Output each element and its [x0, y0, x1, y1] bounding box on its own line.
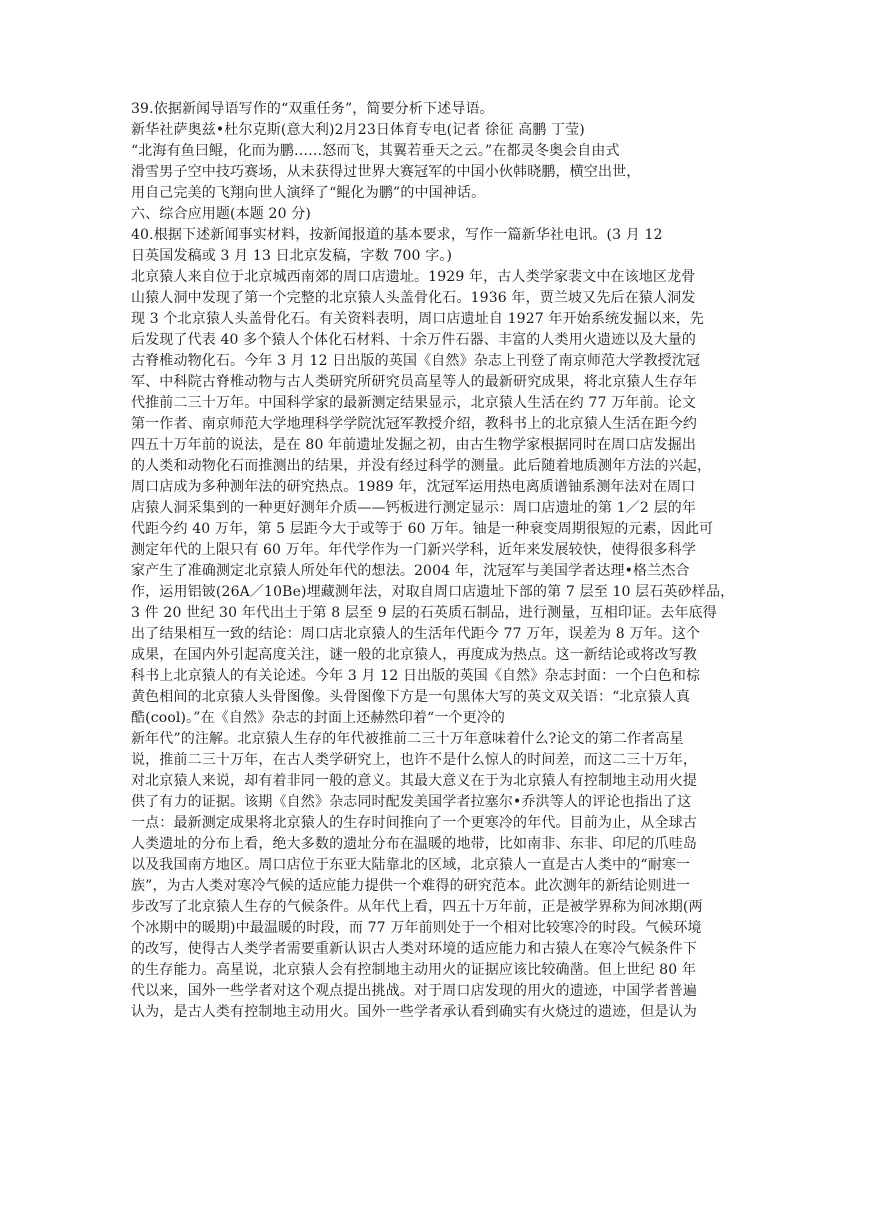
material-line: 的改写，使得古人类学者需要重新认识古人类对环境的适应能力和古猿人在寒冷气候条件下 [131, 941, 697, 957]
material-line: 认为，是古人类有控制地主动用火。国外一些学者承认看到确实有火烧过的遗迹，但是认为 [131, 1004, 697, 1020]
q40-prompt-line: 40.根据下述新闻事实材料，按新闻报道的基本要求，写作一篇新华社电讯。(3 月 12 [131, 227, 663, 243]
material-line: 科书上北京猿人的有关论述。今年 3 月 12 日出版的英国《自然》杂志封面：一个白色和棕 [131, 668, 701, 684]
material-line: 黄色相间的北京猿人头骨图像。头骨图像下方是一句黑体大写的英文双关语：“北京猿人真 [131, 689, 691, 705]
material-line: 军、中科院古脊椎动物与古人类研究所研究员高星等人的最新研究成果，将北京猿人生存年 [131, 374, 697, 390]
material-line: 新年代”的注解。北京猿人生存的年代被推前二三十万年意味着什么?论文的第二作者高星 [131, 731, 684, 747]
material-line: 步改写了北京猿人生存的气候条件。从年代上看，四五十万年前，正是被学界称为间冰期(两 [131, 899, 703, 915]
material-line: 代以来，国外一些学者对这个观点提出挑战。对于周口店发现的用火的遗迹，中国学者普遍 [131, 983, 697, 999]
question-40 [131, 225, 741, 1023]
material-line: 个冰期中的暖期)中最温暖的时段，而 77 万年前则处于一个相对比较寒冷的时段。气候环境 [131, 920, 702, 936]
exam-page [131, 99, 741, 1023]
q39-line: 39.依据新闻导语写作的“双重任务”，简要分析下述导语。 [131, 101, 494, 117]
q39-line: “北海有鱼曰鲲，化而为鹏……怒而飞，其翼若垂天之云。”在都灵冬奥会自由式 [131, 143, 620, 159]
q40-material [131, 267, 741, 1023]
material-line: 店猿人洞采集到的一种更好测年介质——钙板进行测定显示：周口店遗址的第 1／2 层的年 [131, 500, 697, 516]
material-line: 山猿人洞中发现了第一个完整的北京猿人头盖骨化石。1936 年，贾兰坡又先后在猿人洞发 [131, 290, 696, 306]
material-line: 的生存能力。高星说，北京猿人会有控制地主动用火的证据应该比较确凿。但上世纪 80 年 [131, 962, 697, 978]
material-line: 供了有力的证据。该期《自然》杂志同时配发美国学者拉塞尔•乔洪等人的评论也指出了这 [131, 794, 692, 810]
material-line: 代距今约 40 万年，第 5 层距今大于或等于 60 万年。铀是一种衰变周期很短的元素，因此可 [131, 521, 714, 537]
material-line: 四五十万年前的说法，是在 80 年前遗址发掘之初，由古生物学家根据同时在周口店发掘出 [131, 437, 697, 453]
material-line: 成果，在国内外引起高度关注，谜一般的北京猿人，再度成为热点。这一新结论或将改写教 [131, 647, 697, 663]
material-line: 的人类和动物化石而推测出的结果，并没有经过科学的测量。此后随着地质测年方法的兴起， [131, 458, 712, 474]
question-39 [131, 99, 741, 204]
material-line: 现 3 个北京猿人头盖骨化石。有关资料表明，周口店遗址自 1927 年开始系统发掘以来，先 [131, 311, 705, 327]
material-line: 测定年代的上限只有 60 万年。年代学作为一门新兴学科，近年来发展较快，使得很多科学 [131, 542, 697, 558]
material-line: 以及我国南方地区。周口店位于东亚大陆靠北的区域，北京猿人一直是古人类中的“耐寒一 [131, 857, 691, 873]
material-line: 一点：最新测定成果将北京猿人的生存时间推向了一个更寒冷的年代。目前为止，从全球古 [131, 815, 697, 831]
q40-prompt-line: 日英国发稿或 3 月 13 日北京发稿，字数 700 字。) [131, 248, 453, 264]
material-line: 北京猿人来自位于北京城西南郊的周口店遗址。1929 年，古人类学家裴文中在该地区龙骨 [131, 269, 696, 285]
material-line: 古脊椎动物化石。今年 3 月 12 日出版的英国《自然》杂志上刊登了南京师范大学教授沈冠 [131, 353, 701, 369]
section-heading: 六、综合应用题(本题 20 分) [131, 206, 312, 222]
material-line: 对北京猿人来说，却有着非同一般的意义。其最大意义在于为北京猿人有控制地主动用火提 [131, 773, 697, 789]
material-line: 族”，为古人类对寒冷气候的适应能力提供一个难得的研究范本。此次测年的新结论则进一 [131, 878, 691, 894]
material-line: 作，运用铝铍(26A／10Be)埋藏测年法，对取自周口店遗址下部的第 7 层至 10 层石英砂样品， [131, 584, 735, 600]
material-line: 出了结果相互一致的结论：周口店北京猿人的生活年代距今 77 万年，误差为 8 万年。这个 [131, 626, 701, 642]
material-line: 代推前二三十万年。中国科学家的最新测定结果显示，北京猿人生活在约 77 万年前。论文 [131, 395, 697, 411]
material-line: 3 件 20 世纪 30 年代出土于第 8 层至 9 层的石英质石制品，进行测量，互相印证。去年底得 [131, 605, 717, 621]
material-line: 第一作者、南京师范大学地理科学学院沈冠军教授介绍，教科书上的北京猿人生活在距今约 [131, 416, 697, 432]
material-line: 人类遗址的分布上看，绝大多数的遗址分布在温暖的地带，比如南非、东非、印尼的爪哇岛 [131, 836, 697, 852]
material-line: 说，推前二三十万年，在古人类学研究上，也许不是什么惊人的时间差，而这二三十万年， [131, 752, 697, 768]
material-line: 酷(cool)。”在《自然》杂志的封面上还赫然印着“一个更冷的 [131, 710, 506, 726]
q39-line: 新华社萨奥兹•杜尔克斯(意大利)2月23日体育专电(记者 徐征 高鹏 丁莹) [131, 122, 585, 138]
material-line: 家产生了准确测定北京猿人所处年代的想法。2004 年，沈冠军与美国学者达理•格兰杰合 [131, 563, 690, 579]
material-line: 周口店成为多种测年法的研究热点。1989 年，沈冠军运用热电离质谱铀系测年法对在周口 [131, 479, 696, 495]
q39-line: 用自己完美的飞翔向世人演绎了“鲲化为鹏”的中国神话。 [131, 185, 486, 201]
material-line: 后发现了代表 40 多个猿人个体化石材料、十余万件石器、丰富的人类用火遗迹以及大量的 [131, 332, 697, 348]
q39-line: 滑雪男子空中技巧赛场，从未获得过世界大赛冠军的中国小伙韩晓鹏，横空出世， [131, 164, 641, 180]
